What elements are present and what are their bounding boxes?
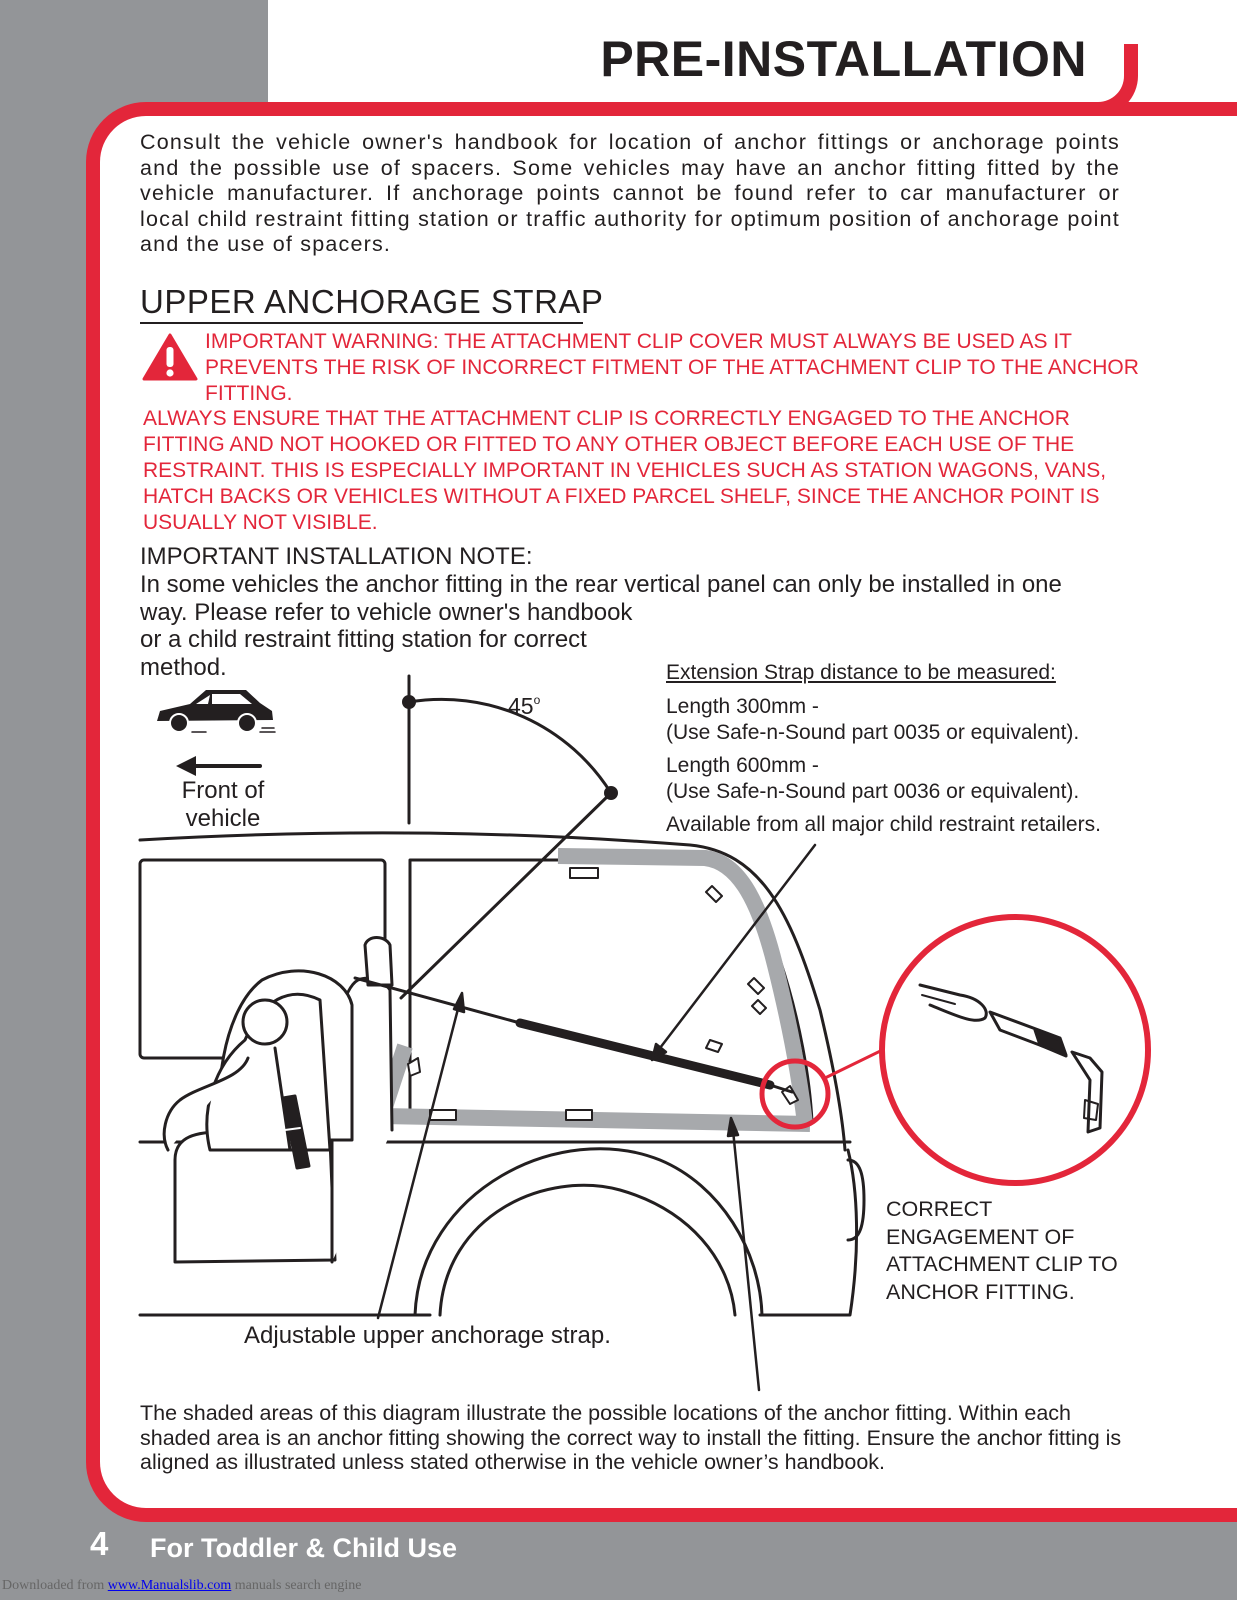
watermark-suffix: manuals search engine [234,1578,362,1593]
page-title: PRE-INSTALLATION [600,31,1087,87]
anchor-fitting-icon [408,868,798,1120]
upper-anchorage-strap [355,978,792,1092]
correct-engagement-label: CORRECT ENGAGEMENT OF ATTACHMENT CLIP TO ANCHOR FITTING. [886,1197,1118,1304]
page-number: 4 [90,1525,109,1562]
section-heading: UPPER ANCHORAGE STRAP [140,283,604,320]
installation-note-rest: way. Please refer to vehicle owner's handbook or a child restraint fitting station for correct method. [140,598,633,681]
shaded-areas-explanation: The shaded areas of this diagram illustrate the possible locations of the anchor fitting. Within each shaded area is an anchor fitting showing the correct way to install the fitting. Ensure the anchor fitting is aligned as illustrated unless stated otherwise in the vehicle owner’s handbook. [140,1401,1122,1474]
adjustable-strap-label: Adjustable upper anchorage strap. [244,1322,611,1349]
footer-label: For Toddler & Child Use [150,1533,458,1563]
warning-rest: ALWAYS ENSURE THAT THE ATTACHMENT CLIP IS CORRECTLY ENGAGED TO THE ANCHOR FITTING AND NOT HOOKED OR FITTED TO ANY OTHER OBJECT BEFORE EACH USE OF THE RESTRAINT. THIS IS ESPECIALLY IMPORTANT IN VEHICLES SUCH AS STATION WAGONS, VANS, HATCH BACKS OR VEHICLES WITHOUT A FIXED PARCEL SHELF, SINCE THE ANCHOR POINT IS USUALLY NOT VISIBLE. [143,407,1107,534]
extension-length-600: Length 600mm - [666,754,819,777]
car-icon [157,690,275,732]
angle-label [508,693,540,720]
child-seat [164,938,392,1263]
extension-availability: Available from all major child restraint retailers. [666,813,1101,836]
intro-paragraph: Consult the vehicle owner's handbook for location of anchor fittings or anchorage points and the possible use of spacers. Some vehicles may have an anchor fitting fitted by the vehicle manufacturer. If anchorage points cannot be found refer to car manufacturer or local child restraint fitting station or traffic authority for optimum position of anchorage point and the use of spacers. [140,130,1120,256]
extension-strap-title: Extension Strap distance to be measured: [666,661,1056,684]
angle-value: 45 [508,693,534,719]
manualslib-link[interactable]: www.Manualslib.com [107,1578,232,1593]
extension-part-0035: (Use Safe-n-Sound part 0035 or equivalent). [666,721,1080,744]
installation-note-line1: In some vehicles the anchor fitting in the rear vertical panel can only be installed in one [140,571,1062,598]
shaded-anchor-areas [382,856,810,1124]
extension-part-0036: (Use Safe-n-Sound part 0036 or equivalent). [666,780,1080,803]
arrow-left-icon [176,756,260,776]
attachment-clip-icon [882,917,1148,1183]
extension-length-300: Length 300mm - [666,695,819,718]
watermark-prefix: Downloaded from [2,1578,105,1593]
warning-first-line: IMPORTANT WARNING: THE ATTACHMENT CLIP COVER MUST ALWAYS BE USED AS IT PREVENTS THE RISK OF INCORRECT FITMENT OF THE ATTACHMENT CLIP TO THE ANCHOR FITTING. [205,330,1139,405]
angle-unit: o [533,693,541,707]
watermark [2,1578,362,1594]
front-of-vehicle-label: Front of vehicle [181,777,265,832]
installation-note-title: IMPORTANT INSTALLATION NOTE: [140,543,533,570]
